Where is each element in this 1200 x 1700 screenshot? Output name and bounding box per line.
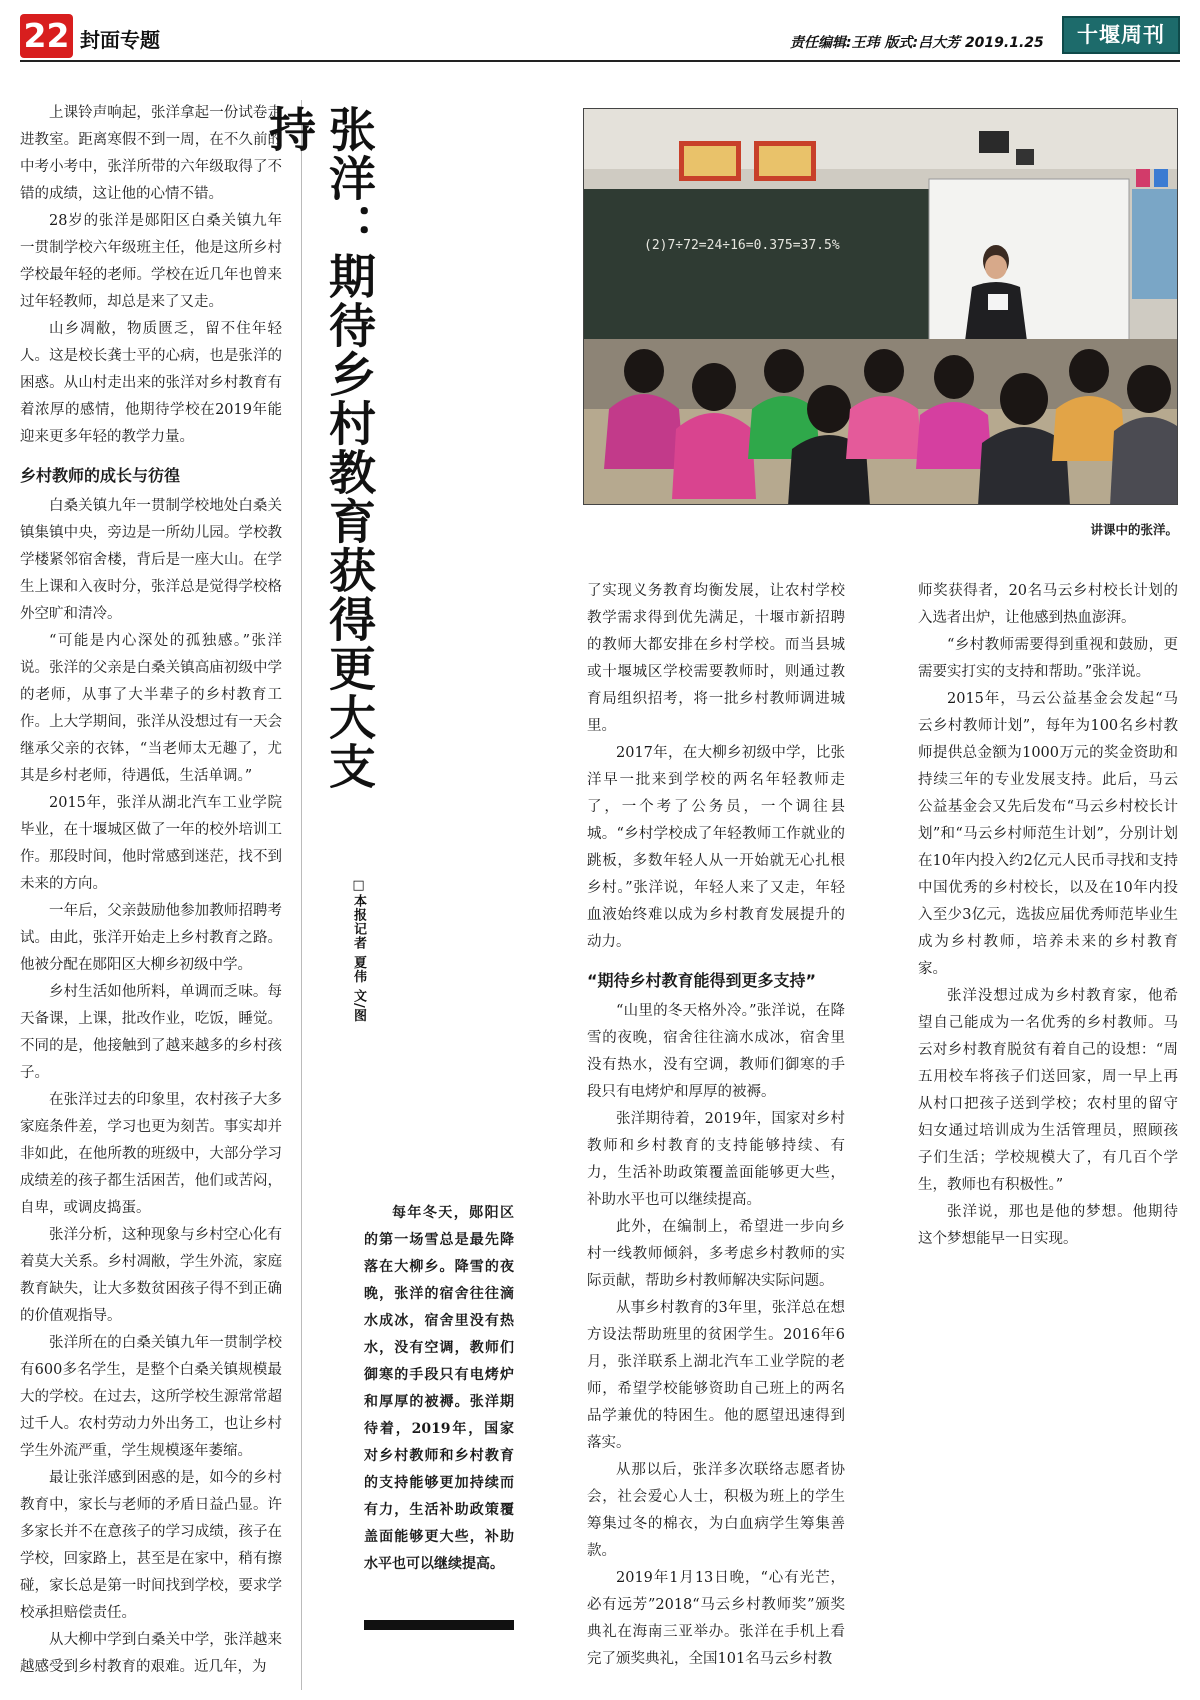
subheading: “期待乡村教育能得到更多支持”	[587, 971, 817, 990]
paragraph: 张洋分析，这种现象与乡村空心化有着莫大关系。乡村凋敝，学生外流，家庭教育缺失，让大多数贫困孩子得不到正确的价值观指导。	[20, 1227, 282, 1324]
paragraph: 白桑关镇九年一贯制学校地处白桑关镇集镇中央，旁边是一所幼儿园。学校教学楼紧邻宿舍楼，背后是一座大山。在学生上课和入夜时分，张洋总是觉得学校格外空旷和清冷。	[20, 498, 282, 622]
masthead-logo: 十堰周刊	[1062, 16, 1180, 54]
paragraph: 张洋没想过成为乡村教育家，他希望自己能成为一名优秀的乡村教师。马云对乡村教育脱贫有着自己的设想：“周五用校车将孩子们送回家，周一早上再从村口把孩子送到学校；农村里的留守妇女通过培训成为生活管理员，照顾孩子们生活；学校规模大了，有几百个学生，教师也有积极性。”	[918, 988, 1178, 1193]
paragraph: 28岁的张洋是郧阳区白桑关镇九年一贯制学校六年级班主任，他是这所乡村学校最年轻的老师。学校在近几年也曾来过年轻教师，却总是来了又走。	[20, 213, 282, 310]
paragraph: “乡村教师需要得到重视和鼓励，更需要实打实的支持和帮助。”张洋说。	[918, 637, 1178, 680]
article-column-1	[20, 100, 282, 1690]
paragraph: 张洋所在的白桑关镇九年一贯制学校有600多名学生，是整个白桑关镇规模最大的学校。在过去，这所学校生源常常超过千人。农村劳动力外出务工，也让乡村学生外流严重，学生规模逐年萎缩。	[20, 1335, 282, 1459]
article-column-3	[587, 578, 845, 1690]
paragraph: 了实现义务教育均衡发展，让农村学校教学需求得到优先满足，十堰市新招聘的教师大都安排在乡村学校。而当县城或十堰城区学校需要教师时，则通过教育局组织招考，将一批乡村教师调进城里。	[587, 583, 845, 734]
paragraph: 乡村生活如他所料，单调而乏味。每天备课，上课，批改作业，吃饭，睡觉。不同的是，他接触到了越来越多的乡村孩子。	[20, 984, 282, 1081]
blackboard-text: (2)7÷72=24÷16=0.375=37.5%	[644, 238, 840, 253]
paragraph: 在张洋过去的印象里，农村孩子大多家庭条件差，学习也更为刻苦。事实却并非如此，在他所教的班级中，大部分学习成绩差的孩子都生活困苦，他们或苦闷，自卑，或调皮捣蛋。	[20, 1092, 282, 1216]
section-title: 封面专题	[80, 28, 160, 52]
lead-paragraph: 每年冬天，郧阳区的第一场雪总是最先降落在大柳乡。降雪的夜晚，张洋的宿舍往往滴水成冰，宿舍里没有热水，没有空调，教师们御寒的手段只有电烤炉和厚厚的被褥。张洋期待着，2019年，国家对乡村教师和乡村教育的支持能够更加持续而有力，生活补助政策覆盖面能够更大些，补助水平也可以继续提高。	[364, 1205, 514, 1572]
paragraph: 山乡凋敝，物质匮乏，留不住年轻人。这是校长龚士平的心病，也是张洋的困惑。从山村走出来的张洋对乡村教育有着浓厚的感情，他期待学校在2019年能迎来更多年轻的教学力量。	[20, 321, 282, 445]
paragraph: 此外，在编制上，希望进一步向乡村一线教师倾斜，多考虑乡村教师的实际贡献，帮助乡村教师解决实际问题。	[587, 1219, 845, 1289]
paragraph: 张洋期待着，2019年，国家对乡村教师和乡村教育的支持能够持续、有力，生活补助政策覆盖面能够更大些，补助水平也可以继续提高。	[587, 1111, 845, 1208]
paragraph: 从大柳中学到白桑关中学，张洋越来越感受到乡村教育的艰难。近几年，为	[20, 1632, 282, 1675]
byline: □本报记者 夏伟 文/图	[351, 878, 366, 1023]
paragraph: 一年后，父亲鼓励他参加教师招聘考试。由此，张洋开始走上乡村教育之路。他被分配在郧阳区大柳乡初级中学。	[20, 903, 282, 973]
article-headline: 张洋：期待乡村教育获得更大支持	[261, 105, 376, 791]
header-rule	[20, 60, 1180, 62]
paragraph: 从事乡村教育的3年里，张洋总在想方设法帮助班里的贫困学生。2016年6月，张洋联系上湖北汽车工业学院的老师，希望学校能够资助自己班上的两名品学兼优的特困生。他的愿望迅速得到落实。	[587, 1300, 845, 1451]
paragraph: “山里的冬天格外冷。”张洋说，在降雪的夜晚，宿舍往往滴水成冰，宿舍里没有热水，没有空调，教师们御寒的手段只有电烤炉和厚厚的被褥。	[587, 1003, 845, 1100]
paragraph: 师奖获得者，20名马云乡村校长计划的入选者出炉，让他感到热血澎湃。	[918, 583, 1178, 626]
photo-caption: 讲课中的张洋。	[1090, 522, 1178, 537]
page-header	[0, 0, 1200, 64]
page-number: 22	[20, 14, 73, 58]
paragraph: 2019年1月13日晚，“心有光芒，必有远芳”2018“马云乡村教师奖”颁奖典礼在海南三亚举办。张洋在手机上看完了颁奖典礼，全国101名马云乡村教	[587, 1570, 845, 1667]
lead-underline-bar	[364, 1620, 514, 1630]
subheading: 乡村教师的成长与彷徨	[20, 466, 181, 485]
article-column-4	[918, 578, 1178, 1258]
paragraph: 2017年，在大柳乡初级中学，比张洋早一批来到学校的两名年轻教师走了，一个考了公务员，一个调往县城。“乡村学校成了年轻教师工作就业的跳板，多数年轻人从一开始就无心扎根乡村。”张洋说，年轻人来了又走，年轻血液始终难以成为乡村教育发展提升的动力。	[587, 745, 845, 950]
paragraph: “可能是内心深处的孤独感。”张洋说。张洋的父亲是白桑关镇高庙初级中学的老师，从事了大半辈子的乡村教育工作。上大学期间，张洋从没想过有一天会继承父亲的衣钵，“当老师太无趣了，尤其是乡村老师，待遇低，生活单调。”	[20, 633, 282, 784]
paragraph: 最让张洋感到困惑的是，如今的乡村教育中，家长与老师的矛盾日益凸显。许多家长并不在意孩子的学习成绩，孩子在学校，回家路上，甚至是在家中，稍有擦碰，家长总是第一时间找到学校，要求学校承担赔偿责任。	[20, 1470, 282, 1621]
paragraph: 2015年，马云公益基金会发起“马云乡村教师计划”，每年为100名乡村教师提供总金额为1000万元的奖金资助和持续三年的专业发展支持。此后，马云公益基金会又先后发布“马云乡村校长计划”和“马云乡村师范生计划”，分别计划在10年内投入约2亿元人民币寻找和支持中国优秀的乡村校长，以及在10年内投入至少3亿元，选拔应届优秀师范毕业生成为乡村教师，培养未来的乡村教育家。	[918, 691, 1178, 977]
paragraph: 从那以后，张洋多次联络志愿者协会，社会爱心人士，积极为班上的学生筹集过冬的棉衣，为白血病学生筹集善款。	[587, 1462, 845, 1559]
classroom-photo	[583, 108, 1178, 505]
paragraph: 上课铃声响起，张洋拿起一份试卷走进教室。距离寒假不到一周，在不久前的中考小考中，张洋所带的六年级取得了不错的成绩，这让他的心情不错。	[20, 105, 282, 202]
editor-credits: 责任编辑:王玮 版式:吕大芳 2019.1.25	[790, 35, 1044, 51]
column-divider	[301, 100, 302, 1690]
paragraph: 张洋说，那也是他的梦想。他期待这个梦想能早一日实现。	[918, 1204, 1178, 1247]
paragraph: 2015年，张洋从湖北汽车工业学院毕业，在十堰城区做了一年的校外培训工作。那段时间，他时常感到迷茫，找不到未来的方向。	[20, 795, 282, 892]
